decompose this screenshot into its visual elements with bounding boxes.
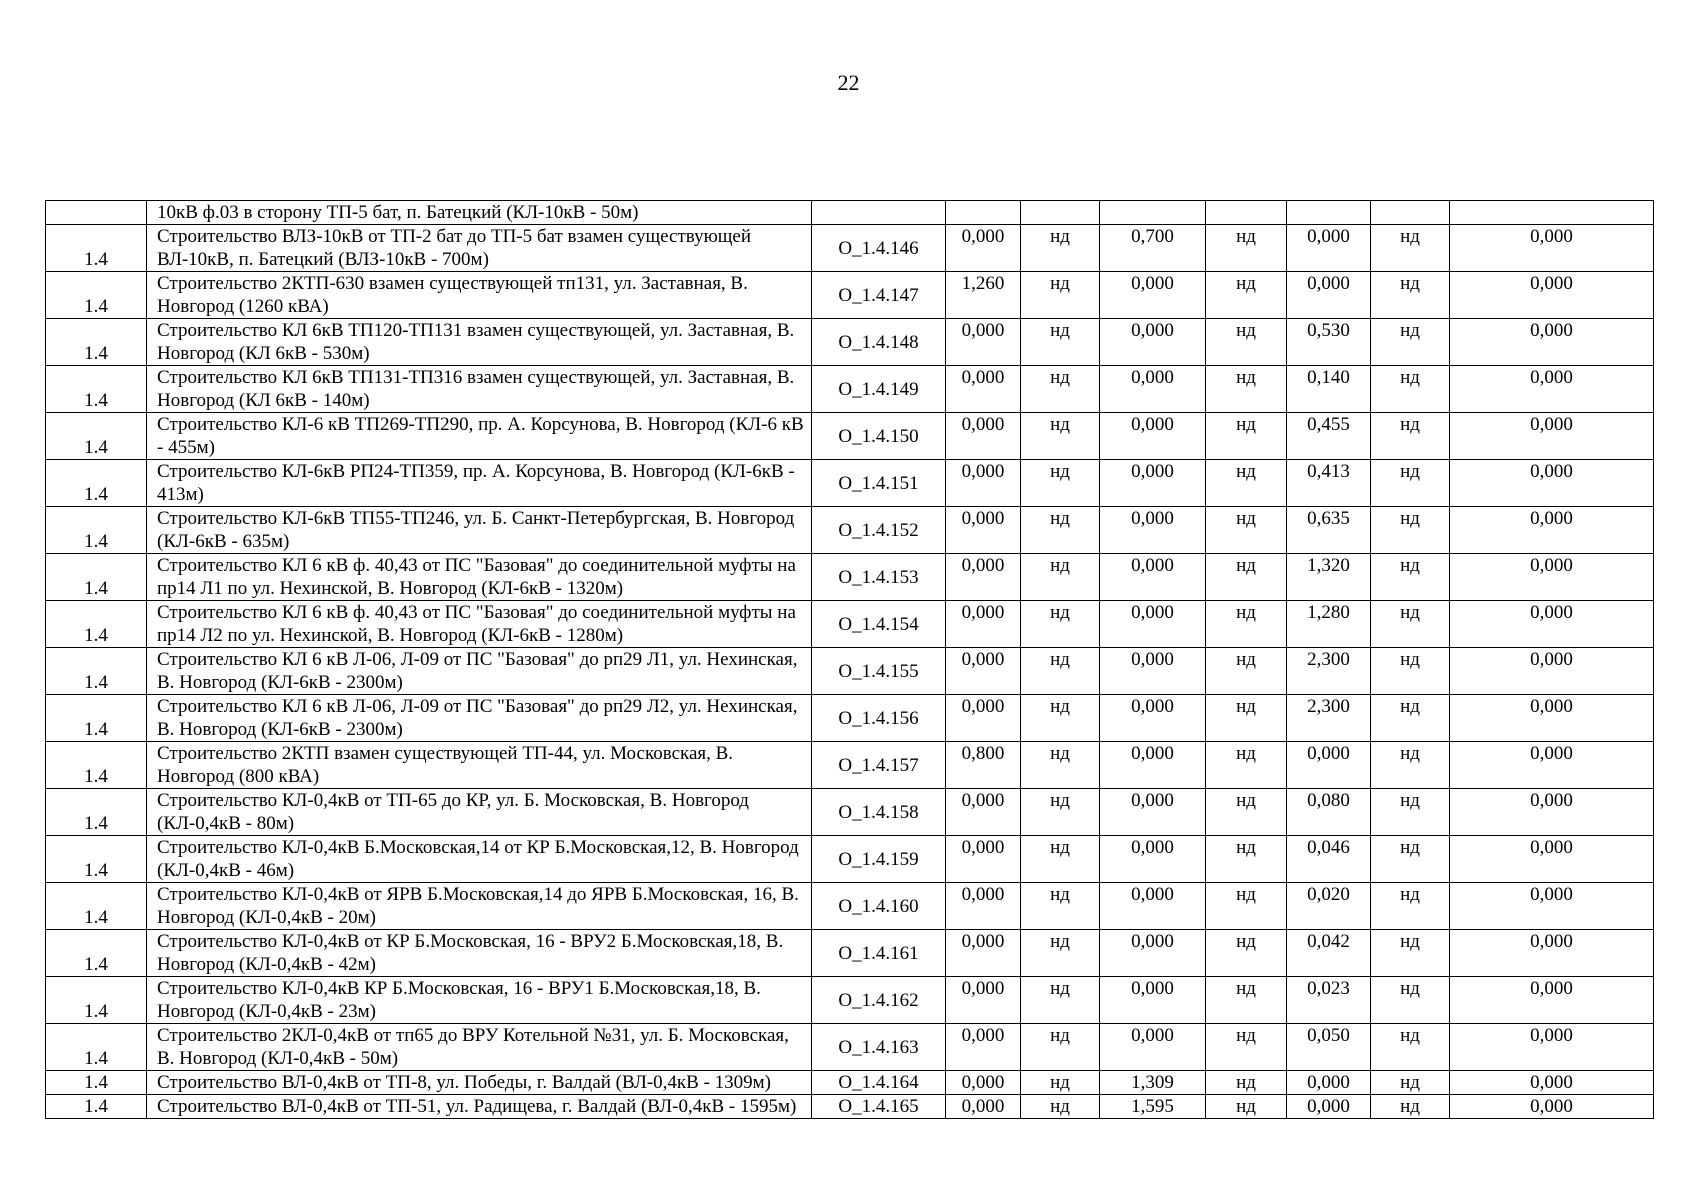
table-row	[46, 1095, 1654, 1119]
cell-value	[1371, 201, 1450, 225]
cell-value: 0,000	[1100, 977, 1206, 1024]
cell-value: 0,000	[1100, 883, 1206, 930]
table-row	[46, 366, 1654, 413]
cell-value: 2,300	[1287, 695, 1371, 742]
cell-value: 0,080	[1287, 789, 1371, 836]
cell-nd: нд	[1371, 695, 1450, 742]
cell-value: 0,000	[946, 1024, 1021, 1071]
cell-value: 0,000	[1100, 319, 1206, 366]
cell-nd: нд	[1021, 225, 1100, 272]
cell-description: Строительство КЛ 6 кВ ф. 40,43 от ПС "Базовая" до соединительной муфты на пр14 Л2 по ул. Нехинской, В. Новгород (КЛ-6кВ - 1280м)	[147, 601, 812, 648]
cell-nd: нд	[1206, 1024, 1287, 1071]
cell-value: 0,140	[1287, 366, 1371, 413]
investment-table	[45, 200, 1654, 1119]
cell-nd: нд	[1371, 554, 1450, 601]
cell-value: 0,000	[1450, 601, 1654, 648]
cell-description: Строительство 2КЛ-0,4кВ от тп65 до ВРУ Котельной №31, ул. Б. Московская, В. Новгород (КЛ-0,4кВ - 50м)	[147, 1024, 812, 1071]
cell-num: 1.4	[46, 883, 147, 930]
cell-nd: нд	[1021, 1024, 1100, 1071]
table-row	[46, 742, 1654, 789]
table-row	[46, 789, 1654, 836]
cell-value: 0,020	[1287, 883, 1371, 930]
cell-value: 0,000	[1450, 554, 1654, 601]
cell-nd: нд	[1021, 460, 1100, 507]
cell-value: 0,000	[946, 554, 1021, 601]
cell-value: 0,000	[1100, 366, 1206, 413]
cell-code: O_1.4.161	[812, 930, 946, 977]
cell-description: Строительство КЛ-0,4кВ Б.Московская,14 от КР Б.Московская,12, В. Новгород (КЛ-0,4кВ - 46м)	[147, 836, 812, 883]
cell-description: Строительство 2КТП взамен существующей ТП-44, ул. Московская, В. Новгород (800 кВА)	[147, 742, 812, 789]
cell-value: 0,000	[1450, 319, 1654, 366]
cell-value: 0,000	[946, 789, 1021, 836]
cell-value: 0,000	[1287, 225, 1371, 272]
cell-value: 0,000	[1450, 272, 1654, 319]
table-row	[46, 507, 1654, 554]
cell-value: 0,000	[1450, 789, 1654, 836]
cell-nd: нд	[1206, 554, 1287, 601]
cell-description: Строительство КЛ-6кВ ТП55-ТП246, ул. Б. Санкт-Петербургская, В. Новгород (КЛ-6кВ - 635м)	[147, 507, 812, 554]
cell-description: Строительство КЛ-0,4кВ от ЯРВ Б.Московская,14 до ЯРВ Б.Московская, 16, В. Новгород (КЛ-0,4кВ - 20м)	[147, 883, 812, 930]
cell-num	[46, 201, 147, 225]
cell-code: O_1.4.158	[812, 789, 946, 836]
table-row	[46, 272, 1654, 319]
cell-value: 0,635	[1287, 507, 1371, 554]
cell-value: 0,000	[1100, 1024, 1206, 1071]
cell-value: 0,000	[1450, 413, 1654, 460]
cell-num: 1.4	[46, 413, 147, 460]
cell-nd: нд	[1371, 1095, 1450, 1119]
table-row	[46, 1071, 1654, 1095]
cell-value: 0,000	[1450, 507, 1654, 554]
cell-value: 0,000	[1100, 601, 1206, 648]
cell-num: 1.4	[46, 1024, 147, 1071]
cell-code: O_1.4.163	[812, 1024, 946, 1071]
cell-nd: нд	[1206, 366, 1287, 413]
cell-code: O_1.4.162	[812, 977, 946, 1024]
cell-num: 1.4	[46, 319, 147, 366]
cell-nd: нд	[1021, 366, 1100, 413]
cell-code: O_1.4.146	[812, 225, 946, 272]
cell-num: 1.4	[46, 742, 147, 789]
cell-nd: нд	[1021, 272, 1100, 319]
cell-value: 0,455	[1287, 413, 1371, 460]
table-body	[46, 201, 1654, 1119]
table-row	[46, 695, 1654, 742]
cell-description: 10кВ ф.03 в сторону ТП-5 бат, п. Батецкий (КЛ-10кВ - 50м)	[147, 201, 812, 225]
cell-nd: нд	[1021, 601, 1100, 648]
cell-code: O_1.4.156	[812, 695, 946, 742]
cell-num: 1.4	[46, 1071, 147, 1095]
cell-nd: нд	[1206, 460, 1287, 507]
cell-description: Строительство КЛ 6кВ ТП120-ТП131 взамен существующей, ул. Заставная, В. Новгород (КЛ 6кВ - 530м)	[147, 319, 812, 366]
cell-num: 1.4	[46, 507, 147, 554]
cell-nd: нд	[1371, 460, 1450, 507]
cell-description: Строительство ВЛ-0,4кВ от ТП-51, ул. Радищева, г. Валдай (ВЛ-0,4кВ - 1595м)	[147, 1095, 812, 1119]
cell-nd: нд	[1371, 366, 1450, 413]
cell-description: Строительство ВЛ-0,4кВ от ТП-8, ул. Победы, г. Валдай (ВЛ-0,4кВ - 1309м)	[147, 1071, 812, 1095]
cell-nd: нд	[1021, 1095, 1100, 1119]
cell-value: 1,595	[1100, 1095, 1206, 1119]
cell-nd: нд	[1371, 883, 1450, 930]
cell-value: 0,000	[1287, 272, 1371, 319]
table-row	[46, 1024, 1654, 1071]
cell-nd: нд	[1206, 742, 1287, 789]
cell-nd: нд	[1021, 554, 1100, 601]
cell-nd: нд	[1021, 507, 1100, 554]
table-row	[46, 225, 1654, 272]
cell-value: 0,000	[946, 930, 1021, 977]
cell-code: O_1.4.151	[812, 460, 946, 507]
cell-description: Строительство 2КТП-630 взамен существующей тп131, ул. Заставная, В. Новгород (1260 кВА)	[147, 272, 812, 319]
cell-value: 0,000	[1450, 366, 1654, 413]
cell-value: 0,000	[946, 366, 1021, 413]
table-row	[46, 836, 1654, 883]
cell-nd: нд	[1021, 883, 1100, 930]
cell-nd: нд	[1371, 601, 1450, 648]
cell-code: O_1.4.164	[812, 1071, 946, 1095]
cell-value: 0,000	[1100, 460, 1206, 507]
cell-value: 0,000	[1100, 648, 1206, 695]
cell-description: Строительство КЛ 6 кВ ф. 40,43 от ПС "Базовая" до соединительной муфты на пр14 Л1 по ул. Нехинской, В. Новгород (КЛ-6кВ - 1320м)	[147, 554, 812, 601]
cell-value: 0,000	[1100, 789, 1206, 836]
table-row	[46, 930, 1654, 977]
cell-value: 0,000	[1450, 225, 1654, 272]
cell-nd: нд	[1371, 977, 1450, 1024]
cell-nd: нд	[1371, 742, 1450, 789]
table-row	[46, 601, 1654, 648]
cell-value	[1287, 201, 1371, 225]
table-row	[46, 883, 1654, 930]
cell-nd: нд	[1206, 601, 1287, 648]
cell-code: O_1.4.150	[812, 413, 946, 460]
cell-value: 0,000	[1450, 742, 1654, 789]
cell-value: 0,000	[946, 836, 1021, 883]
cell-nd: нд	[1206, 272, 1287, 319]
cell-code: O_1.4.159	[812, 836, 946, 883]
cell-nd: нд	[1021, 319, 1100, 366]
cell-value: 0,000	[1450, 977, 1654, 1024]
cell-value: 0,046	[1287, 836, 1371, 883]
cell-value: 0,000	[946, 601, 1021, 648]
cell-value: 0,000	[1287, 742, 1371, 789]
table-row	[46, 977, 1654, 1024]
cell-value: 0,000	[946, 648, 1021, 695]
continuation-row	[46, 201, 1654, 225]
cell-description: Строительство КЛ 6кВ ТП131-ТП316 взамен существующей, ул. Заставная, В. Новгород (КЛ 6кВ - 140м)	[147, 366, 812, 413]
cell-value: 0,000	[1450, 930, 1654, 977]
cell-value: 1,320	[1287, 554, 1371, 601]
cell-code: O_1.4.157	[812, 742, 946, 789]
cell-value: 1,280	[1287, 601, 1371, 648]
cell-nd: нд	[1371, 225, 1450, 272]
cell-nd: нд	[1021, 413, 1100, 460]
table-row	[46, 413, 1654, 460]
cell-nd: нд	[1206, 507, 1287, 554]
cell-value: 0,000	[1450, 648, 1654, 695]
cell-value	[1100, 201, 1206, 225]
cell-nd: нд	[1371, 789, 1450, 836]
cell-value: 0,000	[1450, 836, 1654, 883]
cell-value	[1021, 201, 1100, 225]
cell-value: 1,260	[946, 272, 1021, 319]
cell-code: O_1.4.149	[812, 366, 946, 413]
cell-description: Строительство КЛ 6 кВ Л-06, Л-09 от ПС "Базовая" до рп29 Л1, ул. Нехинская, В. Новгород (КЛ-6кВ - 2300м)	[147, 648, 812, 695]
cell-value: 0,000	[946, 1095, 1021, 1119]
cell-nd: нд	[1206, 836, 1287, 883]
cell-code: O_1.4.152	[812, 507, 946, 554]
cell-num: 1.4	[46, 366, 147, 413]
cell-value: 1,309	[1100, 1071, 1206, 1095]
cell-num: 1.4	[46, 789, 147, 836]
cell-code: O_1.4.153	[812, 554, 946, 601]
cell-value: 0,000	[1100, 836, 1206, 883]
cell-value: 0,000	[1100, 272, 1206, 319]
cell-code: O_1.4.148	[812, 319, 946, 366]
cell-description: Строительство КЛ-6кВ РП24-ТП359, пр. А. Корсунова, В. Новгород (КЛ-6кВ - 413м)	[147, 460, 812, 507]
cell-value	[1450, 201, 1654, 225]
cell-num: 1.4	[46, 554, 147, 601]
cell-value: 0,000	[1100, 695, 1206, 742]
cell-num: 1.4	[46, 601, 147, 648]
cell-code: O_1.4.165	[812, 1095, 946, 1119]
cell-nd: нд	[1021, 648, 1100, 695]
cell-num: 1.4	[46, 695, 147, 742]
cell-value: 0,700	[1100, 225, 1206, 272]
cell-nd: нд	[1021, 977, 1100, 1024]
cell-nd: нд	[1206, 648, 1287, 695]
table-row	[46, 319, 1654, 366]
cell-nd: нд	[1021, 836, 1100, 883]
cell-description: Строительство ВЛЗ-10кВ от ТП-2 бат до ТП-5 бат взамен существующей ВЛ-10кВ, п. Батецкий (ВЛЗ-10кВ - 700м)	[147, 225, 812, 272]
cell-description: Строительство КЛ 6 кВ Л-06, Л-09 от ПС "Базовая" до рп29 Л2, ул. Нехинская, В. Новгород (КЛ-6кВ - 2300м)	[147, 695, 812, 742]
cell-nd: нд	[1206, 930, 1287, 977]
cell-value: 0,000	[1450, 1095, 1654, 1119]
cell-value: 0,000	[1450, 1071, 1654, 1095]
cell-value: 0,000	[1450, 1024, 1654, 1071]
cell-value: 0,000	[946, 225, 1021, 272]
cell-nd: нд	[1371, 1024, 1450, 1071]
cell-value: 0,000	[946, 319, 1021, 366]
cell-value: 0,000	[946, 695, 1021, 742]
cell-value: 0,023	[1287, 977, 1371, 1024]
cell-code: O_1.4.147	[812, 272, 946, 319]
cell-value: 0,042	[1287, 930, 1371, 977]
cell-value: 0,050	[1287, 1024, 1371, 1071]
cell-value	[946, 201, 1021, 225]
cell-num: 1.4	[46, 930, 147, 977]
cell-value: 0,800	[946, 742, 1021, 789]
cell-nd: нд	[1371, 319, 1450, 366]
cell-value: 2,300	[1287, 648, 1371, 695]
cell-nd: нд	[1206, 413, 1287, 460]
cell-num: 1.4	[46, 977, 147, 1024]
cell-value: 0,000	[946, 1071, 1021, 1095]
table-row	[46, 554, 1654, 601]
cell-description: Строительство КЛ-0,4кВ от ТП-65 до КР, ул. Б. Московская, В. Новгород (КЛ-0,4кВ - 80м)	[147, 789, 812, 836]
cell-nd: нд	[1371, 507, 1450, 554]
cell-nd: нд	[1371, 836, 1450, 883]
cell-num: 1.4	[46, 460, 147, 507]
cell-num: 1.4	[46, 1095, 147, 1119]
cell-value: 0,000	[946, 460, 1021, 507]
cell-code: O_1.4.154	[812, 601, 946, 648]
cell-code: O_1.4.155	[812, 648, 946, 695]
cell-nd: нд	[1021, 742, 1100, 789]
cell-nd: нд	[1371, 648, 1450, 695]
cell-value: 0,000	[1287, 1095, 1371, 1119]
cell-value: 0,000	[946, 413, 1021, 460]
cell-nd: нд	[1371, 930, 1450, 977]
cell-nd: нд	[1206, 1095, 1287, 1119]
cell-nd: нд	[1021, 1071, 1100, 1095]
cell-value: 0,000	[1100, 507, 1206, 554]
cell-nd: нд	[1206, 319, 1287, 366]
cell-description: Строительство КЛ-6 кВ ТП269-ТП290, пр. А. Корсунова, В. Новгород (КЛ-6 кВ - 455м)	[147, 413, 812, 460]
cell-value: 0,000	[1100, 554, 1206, 601]
cell-code: O_1.4.160	[812, 883, 946, 930]
cell-nd: нд	[1021, 695, 1100, 742]
cell-value: 0,000	[946, 507, 1021, 554]
cell-value: 0,000	[1100, 930, 1206, 977]
cell-description: Строительство КЛ-0,4кВ КР Б.Московская, 16 - ВРУ1 Б.Московская,18, В. Новгород (КЛ-0,4кВ - 23м)	[147, 977, 812, 1024]
cell-nd: нд	[1206, 883, 1287, 930]
cell-nd: нд	[1206, 977, 1287, 1024]
cell-value: 0,530	[1287, 319, 1371, 366]
cell-nd: нд	[1206, 1071, 1287, 1095]
page-number: 22	[837, 70, 860, 95]
cell-nd: нд	[1206, 695, 1287, 742]
cell-num: 1.4	[46, 225, 147, 272]
cell-num: 1.4	[46, 272, 147, 319]
cell-nd: нд	[1371, 1071, 1450, 1095]
cell-value: 0,000	[1287, 1071, 1371, 1095]
cell-value: 0,000	[946, 977, 1021, 1024]
table-row	[46, 460, 1654, 507]
cell-value: 0,000	[1450, 695, 1654, 742]
cell-value: 0,000	[946, 883, 1021, 930]
cell-code	[812, 201, 946, 225]
cell-value: 0,000	[1450, 460, 1654, 507]
cell-nd: нд	[1206, 789, 1287, 836]
cell-num: 1.4	[46, 648, 147, 695]
cell-nd: нд	[1021, 930, 1100, 977]
cell-nd: нд	[1371, 413, 1450, 460]
cell-value: 0,000	[1100, 413, 1206, 460]
cell-nd: нд	[1371, 272, 1450, 319]
cell-num: 1.4	[46, 836, 147, 883]
cell-description: Строительство КЛ-0,4кВ от КР Б.Московская, 16 - ВРУ2 Б.Московская,18, В. Новгород (КЛ-0,4кВ - 42м)	[147, 930, 812, 977]
cell-value: 0,413	[1287, 460, 1371, 507]
cell-value: 0,000	[1450, 883, 1654, 930]
cell-nd: нд	[1021, 789, 1100, 836]
cell-value: 0,000	[1100, 742, 1206, 789]
cell-value	[1206, 201, 1287, 225]
cell-nd: нд	[1206, 225, 1287, 272]
table-row	[46, 648, 1654, 695]
